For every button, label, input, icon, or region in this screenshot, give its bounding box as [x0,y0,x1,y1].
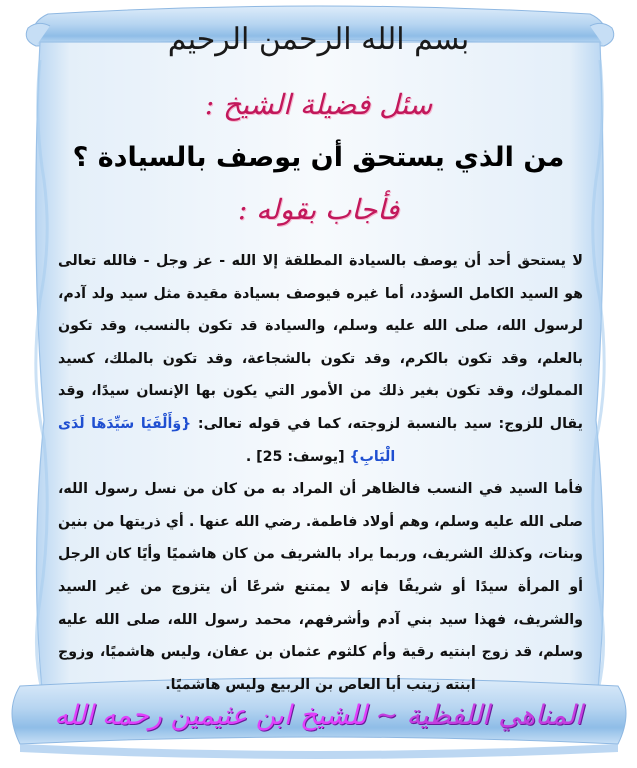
footer-credit [0,700,637,731]
footer-source: المناهي اللفظية ~ [375,700,583,731]
answer-paragraph-1 [58,245,583,473]
quran-verse: {وَأَلْفَيَا سَيِّدَهَا لَدَى الْبَابِ} [58,415,396,465]
answer-paragraph-2: فأما السيد في النسب فالظاهر أن المراد به من كان من نسل رسول الله، صلى الله عليه وسلم، وهم أولاد فاطمة. رضي الله عنها . أي ذريتها من بنين وبنات، وكذلك الشريف، وربما يراد بالشريف من كان هاشميًا وأيًا كان الرجل أو المرأة سيدًا أو شريفًا فإنه لا يمتنع شرعًا أن يتزوج من غير السيد والشريف، فهذا سيد بني آدم وأشرفهم، محمد رسول الله، صلى الله عليه وسلم، قد زوج ابنتيه رقية وأم كلثوم عثمان بن عفان، وليس هاشميًا، وزوج ابنته زينب أبا العاص بن الربيع وليس هاشميًا. [58,481,583,693]
verse-reference: [يوسف: 25] . [245,448,345,465]
answer-paragraph-1-text: لا يستحق أحد أن يوصف بالسيادة المطلقة إلا الله - عز وجل - فالله تعالى هو السيد الكامل السؤدد، أما غيره فيوصف بسيادة مقيدة مثل سيد ولد آدم، لرسول الله، صلى الله عليه وسلم، والسيادة قد تكون بالنسب، وقد تكون بالعلم، وقد تكون بالكرم، وقد تكون بالشجاعة، وقد تكون بالملك، كسيد المملوك، وقد تكون بغير ذلك من الأمور التي يكون بها الإنسان سيدًا، وقد يقال للزوج: سيد بالنسبة لزوجته، كما في قوله تعالى: [58,253,583,432]
answer-heading: فأجاب بقوله : [237,193,400,226]
footer-author: للشيخ ابن عثيمين رحمه الله [54,700,367,731]
question-text: من الذي يستحق أن يوصف بالسيادة ؟ [72,142,565,173]
answer-body [58,245,583,701]
basmala: بسم الله الرحمن الرحيم [167,22,470,57]
question-heading: سئل فضيلة الشيخ : [204,88,433,121]
